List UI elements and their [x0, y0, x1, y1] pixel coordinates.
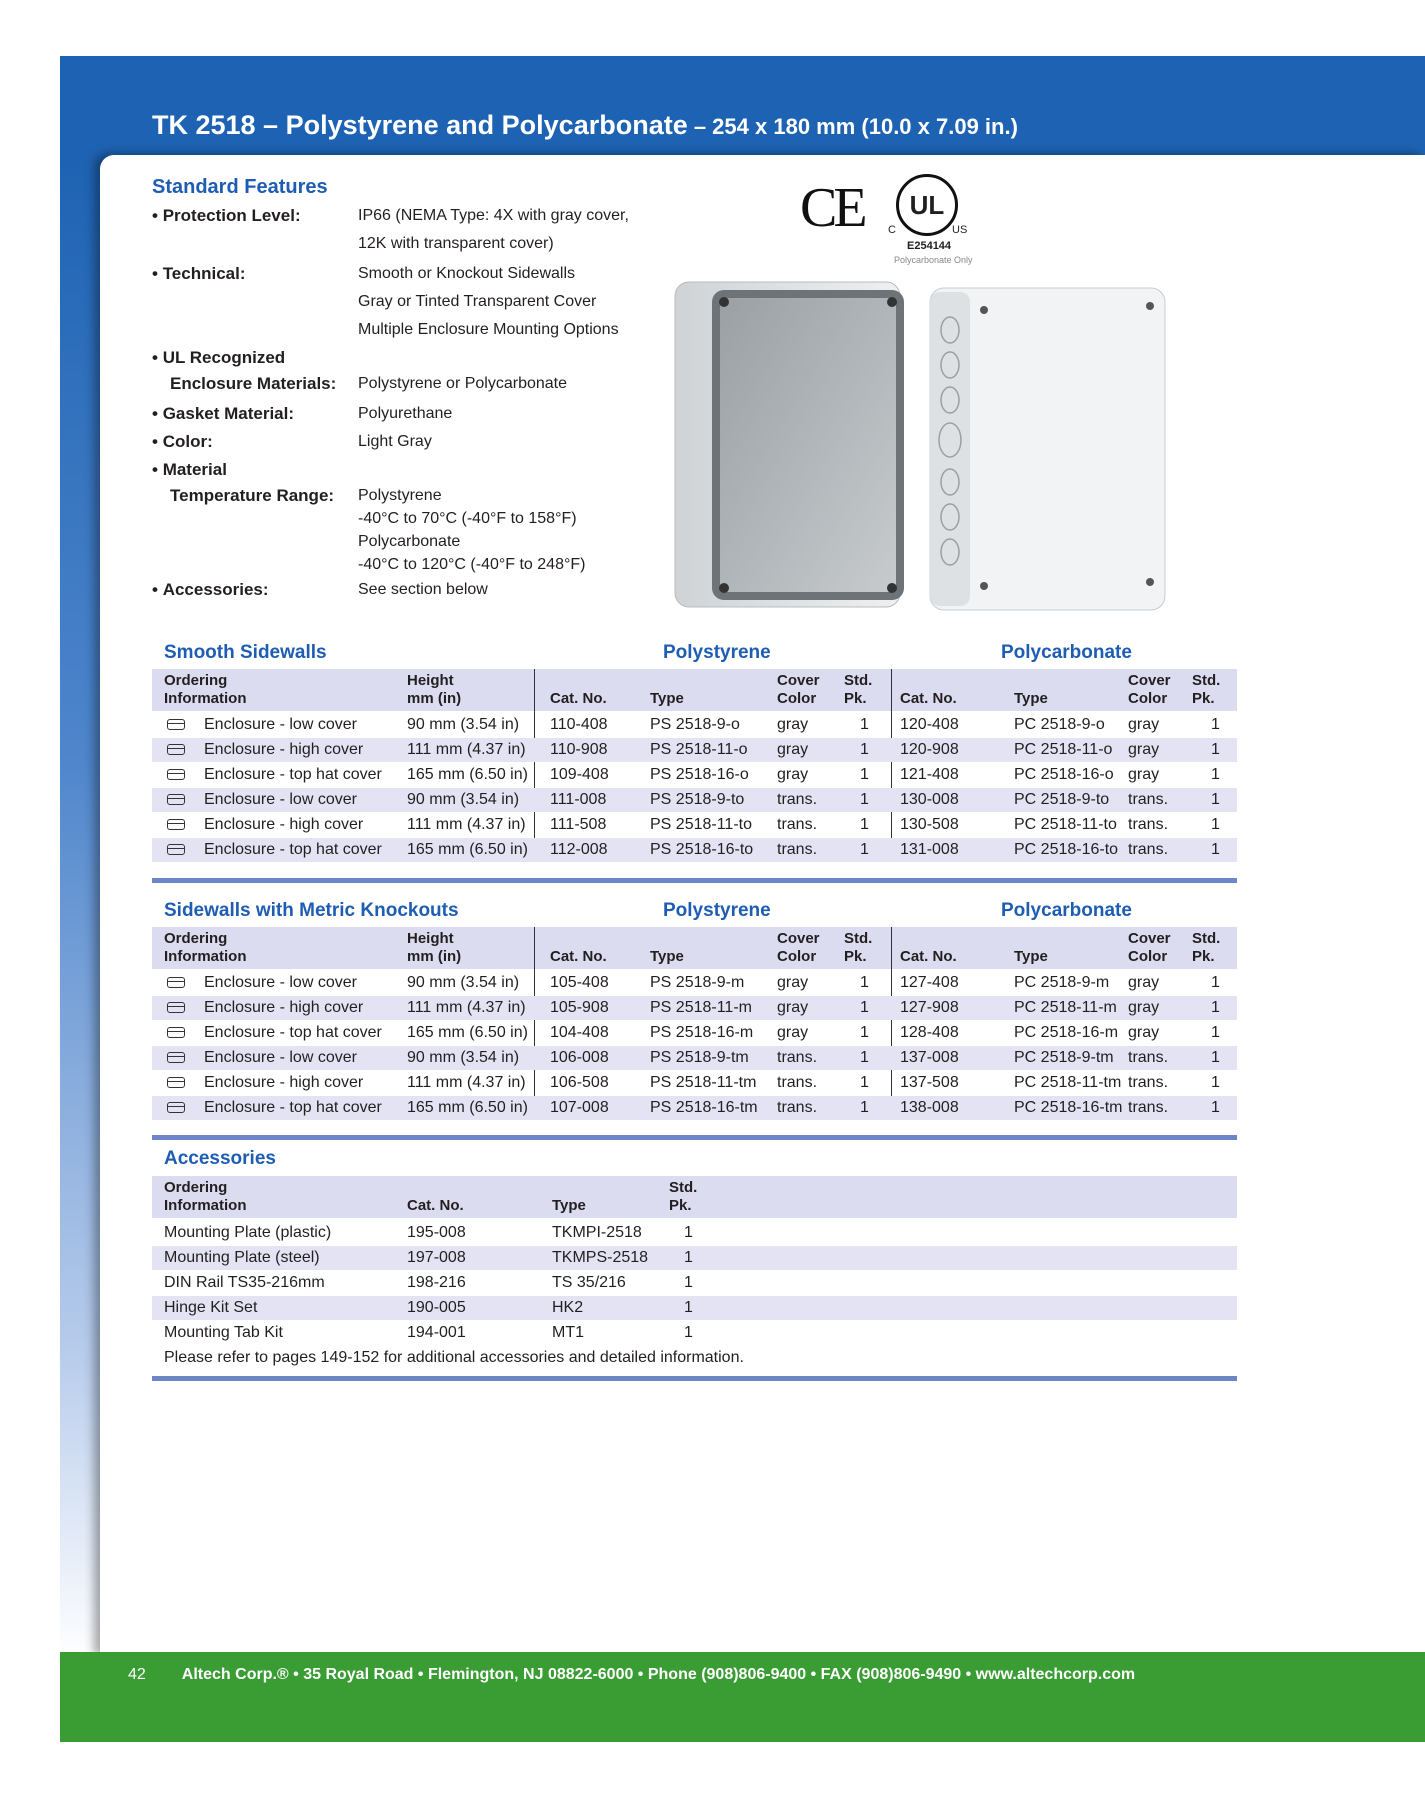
pack-cell: 1: [860, 766, 869, 783]
color-cell: gray: [1128, 741, 1160, 758]
page-title: TK 2518 – Polystyrene and Polycarbonate – 254 x 180 mm (10.0 x 7.09 in.): [152, 110, 1018, 140]
standard-features-heading: Standard Features: [152, 176, 328, 198]
col-ordering: Ordering Information: [164, 930, 247, 965]
cat-cell: 121-408: [900, 766, 959, 783]
color-cell: trans.: [1128, 1099, 1169, 1116]
polycarbonate-heading: Polycarbonate: [1001, 642, 1132, 663]
pack-cell: 1: [860, 1024, 869, 1041]
pack-cell: 1: [684, 1299, 693, 1316]
table-row: [152, 713, 1237, 737]
feature-label: • Accessories:: [152, 580, 269, 599]
height-cell: 90 mm (3.54 in): [407, 1049, 520, 1066]
pack-cell: 1: [684, 1324, 693, 1341]
col-pc-cat: Cat. No.: [900, 690, 957, 707]
desc-cell: Enclosure - high cover: [204, 1074, 364, 1091]
type-cell: PC 2518-9-o: [1014, 716, 1105, 733]
color-cell: trans.: [777, 1099, 818, 1116]
type-cell: PS 2518-16-m: [650, 1024, 754, 1041]
feature-label: • Gasket Material:: [152, 404, 295, 423]
type-cell: PS 2518-9-m: [650, 974, 745, 991]
height-cell: 90 mm (3.54 in): [407, 791, 520, 808]
feature-label-line2: Temperature Range:: [170, 486, 335, 505]
color-cell: gray: [777, 741, 809, 758]
table-row: [152, 763, 1237, 787]
enclosure-icon: [167, 1002, 185, 1013]
color-cell: trans.: [777, 1049, 818, 1066]
cat-cell: 127-908: [900, 999, 959, 1016]
table-row: [152, 1046, 1237, 1070]
feature-label: • Material: [152, 460, 227, 479]
type-cell: PS 2518-9-to: [650, 791, 745, 808]
enclosure-icon: [167, 819, 185, 830]
feature-value: Polyurethane: [358, 405, 453, 422]
polystyrene-heading: Polystyrene: [663, 642, 771, 663]
cat-cell: 105-408: [550, 974, 609, 991]
color-cell: gray: [777, 999, 809, 1016]
type-cell: PS 2518-16-to: [650, 841, 754, 858]
table-header: [152, 927, 1237, 969]
feature-value: 12K with transparent cover): [358, 235, 554, 252]
color-cell: gray: [1128, 1024, 1160, 1041]
color-cell: gray: [777, 716, 809, 733]
color-cell: gray: [1128, 766, 1160, 783]
cat-cell: 131-008: [900, 841, 959, 858]
type-cell: PS 2518-16-tm: [650, 1099, 758, 1116]
feature-value: Polystyrene: [358, 487, 442, 504]
type-cell: PS 2518-11-m: [650, 999, 752, 1016]
pack-cell: 1: [1211, 1099, 1220, 1116]
ul-mark: UL: [896, 174, 958, 236]
table-row: [152, 996, 1237, 1020]
cat-cell: 137-508: [900, 1074, 959, 1091]
color-cell: trans.: [1128, 1049, 1169, 1066]
cat-cell: 106-008: [550, 1049, 609, 1066]
pack-cell: 1: [860, 999, 869, 1016]
type-cell: PC 2518-11-m: [1014, 999, 1117, 1016]
height-cell: 111 mm (4.37 in): [407, 1074, 526, 1091]
cat-cell: 109-408: [550, 766, 609, 783]
col-pc-type: Type: [1014, 948, 1048, 965]
type-cell: PS 2518-11-tm: [650, 1074, 757, 1091]
feature-value: Light Gray: [358, 433, 432, 450]
height-cell: 90 mm (3.54 in): [407, 716, 520, 733]
color-cell: trans.: [777, 841, 818, 858]
cat-cell: 198-216: [407, 1274, 466, 1291]
enclosure-icon: [167, 844, 185, 855]
table-row: [152, 1096, 1237, 1120]
color-cell: gray: [777, 974, 809, 991]
desc-cell: Enclosure - high cover: [204, 816, 364, 833]
cat-cell: 195-008: [407, 1224, 466, 1241]
cat-cell: 194-001: [407, 1324, 466, 1341]
table-row: [152, 1296, 1237, 1320]
pack-cell: 1: [1211, 816, 1220, 833]
feature-label: • UL Recognized: [152, 348, 286, 367]
type-cell: PC 2518-16-m: [1014, 1024, 1119, 1041]
desc-cell: Enclosure - low cover: [204, 716, 357, 733]
desc-cell: Enclosure - top hat cover: [204, 841, 382, 858]
col-height: Height mm (in): [407, 672, 462, 707]
feature-value: IP66 (NEMA Type: 4X with gray cover,: [358, 207, 629, 224]
pack-cell: 1: [1211, 841, 1220, 858]
col-pc-color: Cover Color: [1128, 672, 1171, 707]
type-cell: TKMPI-2518: [552, 1224, 642, 1241]
feature-value: -40°C to 70°C (-40°F to 158°F): [358, 510, 577, 527]
feature-value: Polycarbonate: [358, 533, 461, 550]
pack-cell: 1: [1211, 766, 1220, 783]
table-row: [152, 738, 1237, 762]
cat-cell: 111-008: [550, 791, 607, 808]
table-header: [152, 669, 1237, 711]
type-cell: TKMPS-2518: [552, 1249, 649, 1266]
col-ordering: Ordering Information: [164, 672, 247, 707]
pack-cell: 1: [1211, 999, 1220, 1016]
ce-mark: CE: [800, 177, 864, 239]
desc-cell: Enclosure - top hat cover: [204, 1024, 382, 1041]
pack-cell: 1: [860, 791, 869, 808]
col-pc-type: Type: [1014, 690, 1048, 707]
cat-cell: 120-908: [900, 741, 959, 758]
desc-cell: Enclosure - high cover: [204, 999, 364, 1016]
color-cell: gray: [777, 766, 809, 783]
enclosure-icon: [167, 977, 185, 988]
col-ps-type: Type: [650, 690, 684, 707]
enclosure-icon: [167, 1052, 185, 1063]
col-ps-pk: Std. Pk.: [844, 672, 873, 707]
cat-cell: 130-008: [900, 791, 959, 808]
desc-cell: Mounting Tab Kit: [164, 1324, 283, 1341]
type-cell: PC 2518-11-tm: [1014, 1074, 1122, 1091]
col-ps-cat: Cat. No.: [550, 690, 607, 707]
feature-label: • Color:: [152, 432, 213, 451]
enclosure-icon: [167, 769, 185, 780]
cat-cell: 110-408: [550, 716, 608, 733]
pack-cell: 1: [1211, 791, 1220, 808]
desc-cell: Enclosure - low cover: [204, 974, 357, 991]
cat-cell: 120-408: [900, 716, 959, 733]
pack-cell: 1: [1211, 1024, 1220, 1041]
enclosure-illustration: [660, 270, 1175, 620]
table-row: [152, 1221, 1237, 1245]
section-rule: [152, 878, 1237, 883]
cat-cell: 130-508: [900, 816, 959, 833]
product-photo: [660, 270, 1175, 620]
cat-cell: 104-408: [550, 1024, 609, 1041]
height-cell: 165 mm (6.50 in): [407, 1099, 528, 1116]
feature-value: Smooth or Knockout Sidewalls: [358, 265, 575, 282]
ul-note: Polycarbonate Only: [894, 255, 973, 265]
type-cell: PC 2518-9-m: [1014, 974, 1110, 991]
col-ps-color: Cover Color: [777, 672, 820, 707]
type-cell: TS 35/216: [552, 1274, 626, 1291]
col-ps-cat: Cat. No.: [550, 948, 607, 965]
table-row: [152, 1021, 1237, 1045]
color-cell: trans.: [777, 791, 818, 808]
col-cat: Cat. No.: [407, 1197, 464, 1214]
desc-cell: Mounting Plate (steel): [164, 1249, 320, 1266]
desc-cell: Enclosure - high cover: [204, 741, 364, 758]
type-cell: MT1: [552, 1324, 584, 1341]
desc-cell: Enclosure - top hat cover: [204, 1099, 382, 1116]
col-ps-color: Cover Color: [777, 930, 820, 965]
enclosure-icon: [167, 719, 185, 730]
footer-address: 42 Altech Corp.® • 35 Royal Road • Flemington, NJ 08822-6000 • Phone (908)806-9400 • FAX (908)806-9490 • www.altechcorp.com: [128, 1666, 1136, 1683]
color-cell: trans.: [777, 816, 818, 833]
table-row: [152, 838, 1237, 862]
cat-cell: 105-908: [550, 999, 609, 1016]
type-cell: HK2: [552, 1299, 584, 1316]
feature-value: Polystyrene or Polycarbonate: [358, 375, 567, 392]
height-cell: 111 mm (4.37 in): [407, 741, 526, 758]
type-cell: PS 2518-16-o: [650, 766, 749, 783]
pack-cell: 1: [1211, 741, 1220, 758]
pack-cell: 1: [860, 974, 869, 991]
cat-cell: 128-408: [900, 1024, 959, 1041]
ul-file-number: E254144: [907, 240, 952, 252]
color-cell: gray: [777, 1024, 809, 1041]
enclosure-icon: [167, 744, 185, 755]
color-cell: trans.: [1128, 1074, 1169, 1091]
table-row: [152, 788, 1237, 812]
polystyrene-heading: Polystyrene: [663, 900, 771, 921]
table-row: [152, 1246, 1237, 1270]
color-cell: trans.: [1128, 841, 1169, 858]
pack-cell: 1: [1211, 1049, 1220, 1066]
section-rule: [152, 1135, 1237, 1140]
desc-cell: DIN Rail TS35-216mm: [164, 1274, 325, 1291]
color-cell: gray: [1128, 716, 1160, 733]
col-pc-color: Cover Color: [1128, 930, 1171, 965]
pack-cell: 1: [1211, 1074, 1220, 1091]
color-cell: trans.: [777, 1074, 818, 1091]
pack-cell: 1: [1211, 716, 1220, 733]
height-cell: 111 mm (4.37 in): [407, 816, 526, 833]
smooth-sidewalls-heading: Smooth Sidewalls: [164, 642, 327, 663]
type-cell: PC 2518-11-to: [1014, 816, 1117, 833]
col-pk: Std. Pk.: [669, 1179, 698, 1214]
type-cell: PC 2518-16-to: [1014, 841, 1119, 858]
feature-label: • Technical:: [152, 264, 246, 283]
pack-cell: 1: [1211, 974, 1220, 991]
col-ps-pk: Std. Pk.: [844, 930, 873, 965]
color-cell: trans.: [1128, 816, 1169, 833]
table-row: [152, 1271, 1237, 1295]
cat-cell: 112-008: [550, 841, 608, 858]
desc-cell: Enclosure - top hat cover: [204, 766, 382, 783]
col-ps-type: Type: [650, 948, 684, 965]
enclosure-icon: [167, 794, 185, 805]
pack-cell: 1: [860, 816, 869, 833]
pack-cell: 1: [860, 841, 869, 858]
feature-value: Gray or Tinted Transparent Cover: [358, 293, 597, 310]
height-cell: 165 mm (6.50 in): [407, 1024, 528, 1041]
height-cell: 165 mm (6.50 in): [407, 766, 528, 783]
enclosure-icon: [167, 1102, 185, 1113]
section-rule: [152, 1376, 1237, 1381]
pack-cell: 1: [684, 1224, 693, 1241]
page-subtitle: – 254 x 180 mm (10.0 x 7.09 in.): [687, 114, 1018, 139]
table-row: [152, 813, 1237, 837]
pack-cell: 1: [860, 1049, 869, 1066]
accessories-heading: Accessories: [164, 1148, 276, 1169]
enclosure-icon: [167, 1027, 185, 1038]
knockouts-heading: Sidewalls with Metric Knockouts: [164, 900, 459, 921]
col-height: Height mm (in): [407, 930, 462, 965]
type-cell: PC 2518-9-tm: [1014, 1049, 1114, 1066]
type-cell: PS 2518-9-tm: [650, 1049, 749, 1066]
desc-cell: Enclosure - low cover: [204, 791, 357, 808]
type-cell: PS 2518-11-o: [650, 741, 748, 758]
color-cell: trans.: [1128, 791, 1169, 808]
cat-cell: 110-908: [550, 741, 608, 758]
type-cell: PC 2518-16-tm: [1014, 1099, 1123, 1116]
table-row: [152, 1071, 1237, 1095]
desc-cell: Hinge Kit Set: [164, 1299, 258, 1316]
feature-label: • Protection Level:: [152, 206, 301, 225]
height-cell: 165 mm (6.50 in): [407, 841, 528, 858]
accessories-note: Please refer to pages 149-152 for additional accessories and detailed information.: [164, 1349, 744, 1366]
pack-cell: 1: [860, 741, 869, 758]
cat-cell: 197-008: [407, 1249, 466, 1266]
desc-cell: Enclosure - low cover: [204, 1049, 357, 1066]
cat-cell: 137-008: [900, 1049, 959, 1066]
desc-cell: Mounting Plate (plastic): [164, 1224, 332, 1241]
pack-cell: 1: [860, 716, 869, 733]
feature-value: See section below: [358, 581, 488, 598]
table-row: [152, 1321, 1237, 1345]
type-cell: PS 2518-9-o: [650, 716, 740, 733]
cat-cell: 106-508: [550, 1074, 609, 1091]
pack-cell: 1: [860, 1099, 869, 1116]
col-type: Type: [552, 1197, 586, 1214]
table-header: [152, 1176, 1237, 1218]
feature-value: Multiple Enclosure Mounting Options: [358, 321, 619, 338]
pack-cell: 1: [684, 1274, 693, 1291]
ul-us-label: US: [952, 224, 968, 236]
height-cell: 90 mm (3.54 in): [407, 974, 520, 991]
type-cell: PC 2518-16-o: [1014, 766, 1114, 783]
feature-label-line2: Enclosure Materials:: [170, 374, 337, 393]
page-number: 42: [128, 1666, 146, 1683]
table-row: [152, 971, 1237, 995]
feature-value: -40°C to 120°C (-40°F to 248°F): [358, 556, 586, 573]
col-pc-cat: Cat. No.: [900, 948, 957, 965]
polycarbonate-heading: Polycarbonate: [1001, 900, 1132, 921]
cat-cell: 107-008: [550, 1099, 609, 1116]
cat-cell: 127-408: [900, 974, 959, 991]
color-cell: gray: [1128, 974, 1160, 991]
color-cell: gray: [1128, 999, 1160, 1016]
cat-cell: 111-508: [550, 816, 607, 833]
col-pc-pk: Std. Pk.: [1192, 930, 1221, 965]
ul-c-label: C: [888, 224, 896, 236]
pack-cell: 1: [860, 1074, 869, 1091]
height-cell: 111 mm (4.37 in): [407, 999, 526, 1016]
cat-cell: 138-008: [900, 1099, 959, 1116]
pack-cell: 1: [684, 1249, 693, 1266]
col-pc-pk: Std. Pk.: [1192, 672, 1221, 707]
type-cell: PC 2518-11-o: [1014, 741, 1113, 758]
type-cell: PS 2518-11-to: [650, 816, 752, 833]
enclosure-icon: [167, 1077, 185, 1088]
col-ordering: Ordering Information: [164, 1179, 247, 1214]
type-cell: PC 2518-9-to: [1014, 791, 1110, 808]
cat-cell: 190-005: [407, 1299, 466, 1316]
